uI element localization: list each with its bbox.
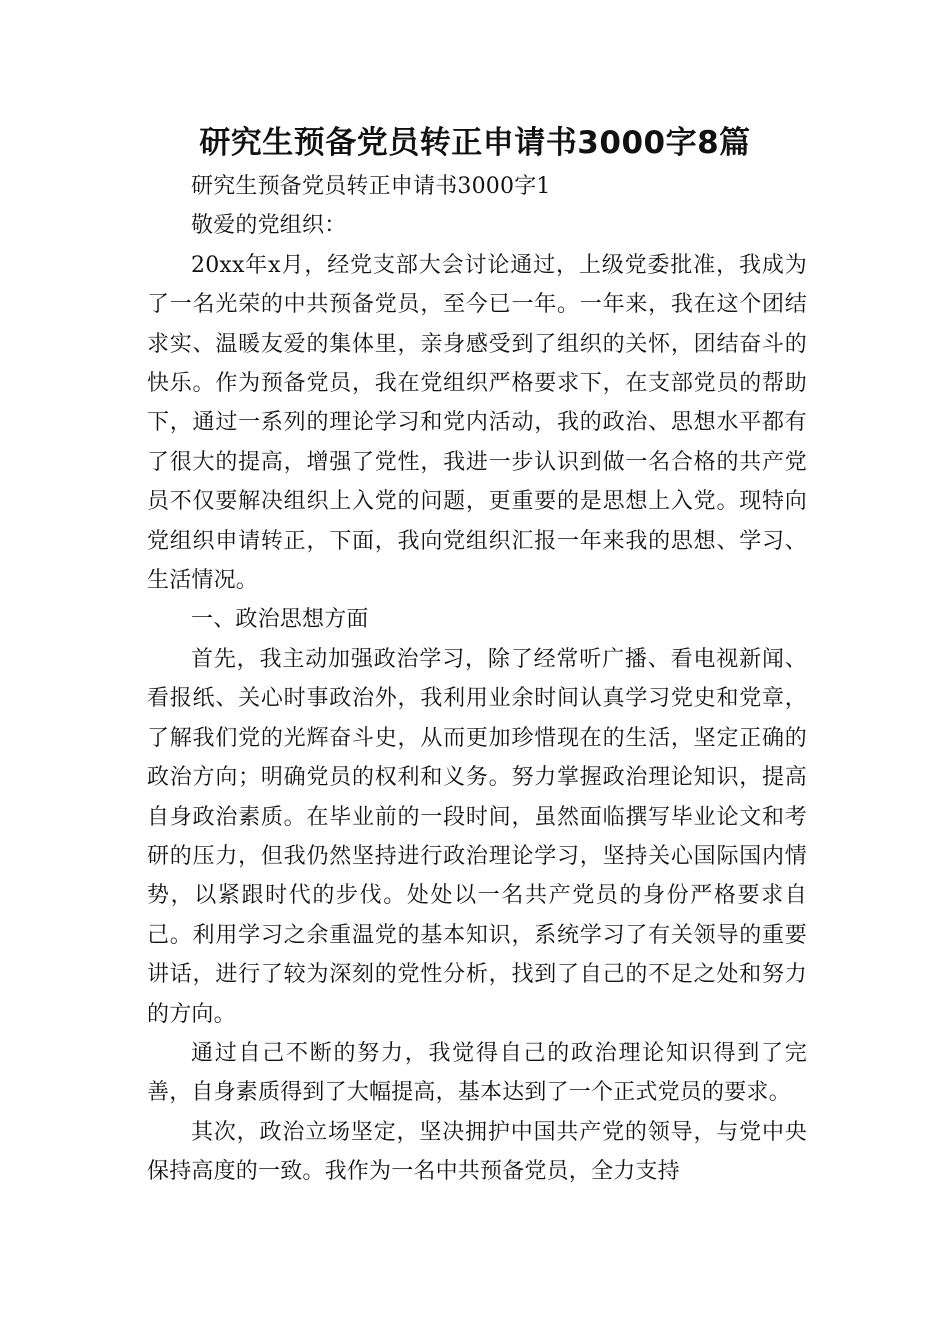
document-title: 研究生预备党员转正申请书3000字8篇 [199,125,751,161]
salutation-paragraph: 敬爱的党组织： [191,213,347,239]
body-paragraph: 其次，政治立场坚定，坚决拥护中国共产党的领导，与党中央保持高度的一致。我作为一名中共预备党员，全力支持 [147,1119,807,1185]
body-paragraph: 20xx年x月，经党支部大会讨论通过，上级党委批准，我成为了一名光荣的中共预备党员，至今已一年。一年来，我在这个团结求实、温暖友爱的集体里，亲身感受到了组织的关怀，团结奋斗的快乐。作为预备党员，我在党组织严格要求下，在支部党员的帮助下，通过一系列的理论学习和党内活动，我的政治、思想水平都有了很大的提高，增强了党性，我进一步认识到做一名合格的共产党员不仅要解决组织上入党的问题，更重要的是思想上入党。现特向党组织申请转正，下面，我向党组织汇报一年来我的思想、学习、生活情况。 [147,252,807,594]
document-body [147,167,807,1192]
subtitle-paragraph: 研究生预备党员转正申请书3000字1 [191,174,551,199]
body-paragraph: 通过自己不断的努力，我觉得自己的政治理论知识得到了完善，自身素质得到了大幅提高，基本达到了一个正式党员的要求。 [147,1040,807,1106]
section-heading: 一、政治思想方面 [191,607,369,633]
body-paragraph: 首先，我主动加强政治学习，除了经常听广播、看电视新闻、看报纸、关心时事政治外，我利用业余时间认真学习党史和党章，了解我们党的光辉奋斗史，从而更加珍惜现在的生活，坚定正确的政治方向；明确党员的权利和义务。努力掌握政治理论知识，提高自身政治素质。在毕业前的一段时间，虽然面临撰写毕业论文和考研的压力，但我仍然坚持进行政治理论学习，坚持关心国际国内情势，以紧跟时代的步伐。处处以一名共产党员的身份严格要求自己。利用学习之余重温党的基本知识，系统学习了有关领导的重要讲话，进行了较为深刻的党性分析，找到了自己的不足之处和努力的方向。 [147,646,807,1027]
